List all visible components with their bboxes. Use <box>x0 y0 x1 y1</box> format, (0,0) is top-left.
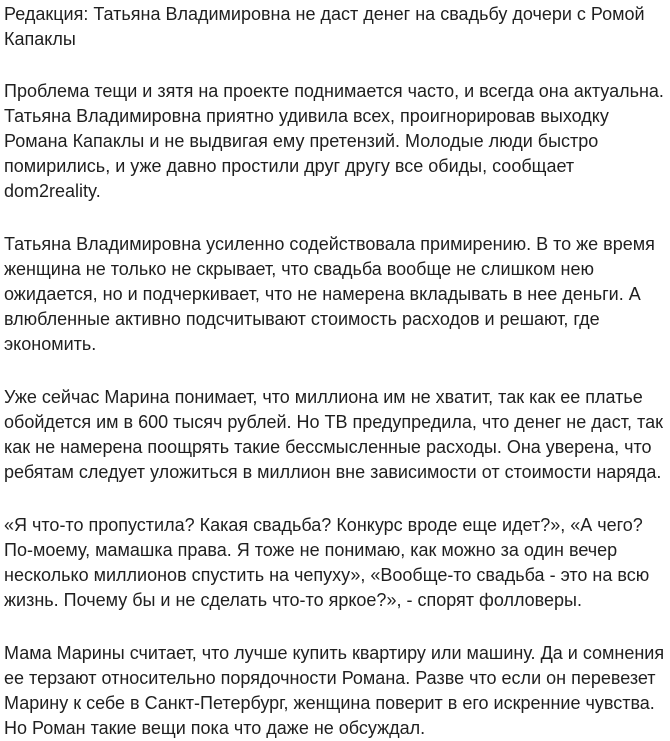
article-paragraph-2: Татьяна Владимировна усиленно содействовала примирению. В то же время женщина не только не скрывает, что свадьба вообще не слишком нею ожидается, но и подчеркивает, что не намерена вкладывать в нее деньги. А влюбленные активно подсчитывают стоимость расходов и решают, где экономить. <box>4 234 655 354</box>
article-title: Редакция: Татьяна Владимировна не даст денег на свадьбу дочери с Ромой Капаклы <box>4 4 645 49</box>
article-paragraph-1: Проблема тещи и зятя на проекте поднимается часто, и всегда она актуальна. Татьяна Владимировна приятно удивила всех, проигнорировав выходку Романа Капаклы и не выдвигая ему претензий. Молодые люди быстро помирились, и уже давно простили друг другу все обиды, сообщает dom2reality. <box>4 81 664 201</box>
article-paragraph-3: Уже сейчас Марина понимает, что миллиона им не хватит, так как ее платье обойдется им в 600 тысяч рублей. Но ТВ предупредила, что денег не даст, так как не намерена поощрять такие бессмысленные расходы. Она уверена, что ребятам следует уложиться в миллион вне зависимости от стоимости наряда. <box>4 387 663 482</box>
article-paragraph-5: Мама Марины считает, что лучше купить квартиру или машину. Да и сомнения ее терзают относительно порядочности Романа. Разве что если он перевезет Марину к себе в Санкт-Петербург, женщина поверит в его искренние чувства. Но Роман такие вещи пока что даже не обсуждал. <box>4 643 665 738</box>
article <box>4 2 668 741</box>
article-paragraph-4: «Я что-то пропустила? Какая свадьба? Конкурс вроде еще идет?», «А чего? По-моему, мамашка права. Я тоже не понимаю, как можно за один вечер несколько миллионов спустить на чепуху», «Вообще-то свадьба - это на всю жизнь. Почему бы и не сделать что-то яркое?», - спорят фолловеры. <box>4 515 650 610</box>
